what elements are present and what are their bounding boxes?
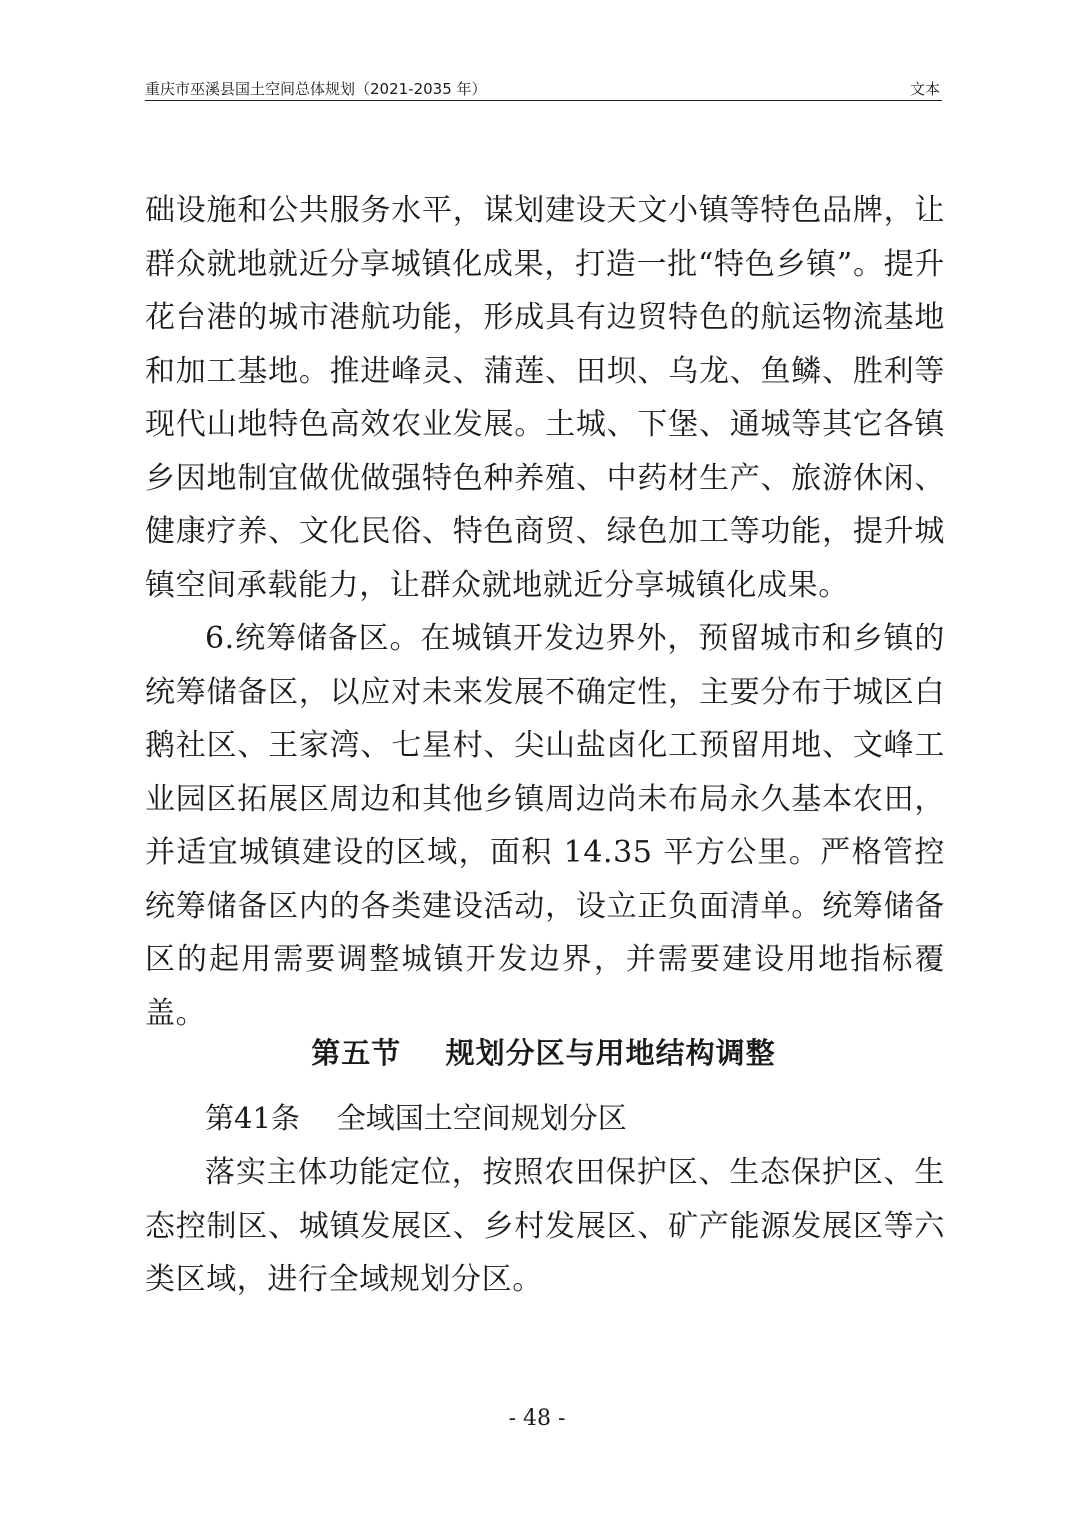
section-heading: 第五节 规划分区与用地结构调整 — [311, 1036, 776, 1070]
document-type-label: 文本 — [909, 80, 940, 98]
body-paragraph-continued: 础设施和公共服务水平，谋划建设天文小镇等特色品牌，让群众就地就近分享城镇化成果，打造一批“特色乡镇”。提升花台港的城市港航功能，形成具有边贸特色的航运物流基地和加工基地。推进峰灵、蒲莲、田坝、乌龙、鱼鳞、胜利等现代山地特色高效农业发展。土城、下堡、通城等其它各镇乡因地制宜做优做强特色种养殖、中药材生产、旅游休闲、健康疗养、文化民俗、特色商贸、绿色加工等功能，提升城镇空间承载能力，让群众就地就近分享城镇化成果。 — [145, 193, 945, 603]
page-number: - 48 - — [508, 1406, 566, 1431]
body-paragraph-reserve-area: 6.统筹储备区。在城镇开发边界外，预留城市和乡镇的统筹储备区，以应对未来发展不确定性，主要分布于城区白鹅社区、王家湾、七星村、尖山盐卤化工预留用地、文峰工业园区拓展区周边和其他乡镇周边尚未布局永久基本农田，并适宜城镇建设的区域，面积 14.35 平方公里。严格管控统筹储备区内的各类建设活动，设立正负面清单。统筹储备区的起用需要调整城镇开发边界，并需要建设用地指标覆盖。 — [145, 621, 945, 1031]
header-divider — [145, 100, 942, 101]
document-title: 重庆市巫溪县国土空间总体规划（2021-2035 年） — [145, 80, 487, 98]
body-paragraph-zoning: 落实主体功能定位，按照农田保护区、生态保护区、生态控制区、城镇发展区、乡村发展区、矿产能源发展区等六类区域，进行全域规划分区。 — [145, 1155, 945, 1297]
running-header — [145, 78, 942, 100]
article-heading: 第41条 全域国土空间规划分区 — [205, 1101, 627, 1135]
